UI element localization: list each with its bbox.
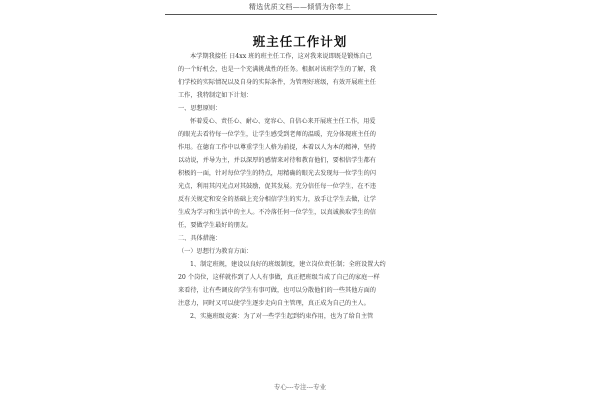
body-line: 工作，我特制定如下计划： [178, 92, 253, 99]
document-title: 班主任工作计划 [252, 34, 348, 49]
body-line: 来看待，让有些调皮的学生有事可做，也可以分散他们的一些其他方面的 [178, 287, 376, 294]
body-line: 反有关规定和安全的基础上充分相信学生的实力，放手让学生去做，让学 [178, 196, 376, 203]
body-line: 光点，利用其闪光点对其鼓励，促其发展。充分信任每一位学生，在不违 [178, 183, 376, 190]
header-divider [165, 14, 437, 15]
body-line: 本学期我接任 日4xx 班的班主任工作，这对我来说即既是锻炼自己 [190, 53, 372, 60]
body-line: 2、实施班级竞赛：为了对一些学生起到约束作用，也为了给自主管 [190, 313, 374, 320]
body-line: 1、制定班规，建设以良好的班级制度，建立岗位责任制；全班设置大约 [190, 261, 386, 268]
body-line: 20 个岗位，这样就作到了人人有事做，真正把班级当成了自己的家庭一样 [178, 274, 380, 281]
body-line: （一）思想行为教育方面： [178, 248, 253, 255]
body-line: 的一个好机会，也是一个充满挑战性的任务。根据对该班学生的了解，我 [178, 66, 376, 73]
body-line: 们学校的实际情况以及自身的实际条件，为管理好班级，有效开展班主任 [178, 79, 376, 86]
body-line: 生成为学习和生活中的主人。不冷落任何一位学生，以真诚换取学生的信 [178, 209, 376, 216]
body-line: 的眼光去看待每一位学生，让学生感受到老师的温暖，充分体现班主任的 [178, 131, 376, 138]
page-header: 精选优质文档——倾情为你奉上 [248, 3, 352, 11]
body-line: 一、思想原则： [178, 105, 222, 112]
body-line: 二、具体措施： [178, 235, 222, 242]
body-line: 注意力，同时又可以使学生逐步走向自主管理，真正成为自己的主人。 [178, 300, 370, 307]
body-line: 积极的一面，针对每位学生的特点，用精确的眼光去发现每一位学生的闪 [178, 170, 376, 177]
page-footer: 专心---专注---专业 [273, 383, 327, 391]
body-line: 任，要做学生最好的朋友。 [178, 222, 253, 229]
document-body [178, 50, 430, 323]
body-line: 怀着爱心、责任心、耐心、宽容心、自信心来开展班主任工作，用爱 [190, 118, 376, 125]
body-line: 作用。在德育工作中以尊重学生人格为前提，本着以人为本的精神，坚持 [178, 144, 376, 151]
body-line: 以动说，并导为主，并以深厚的感情来对待和教育他们，要相信学生都有 [178, 157, 376, 164]
